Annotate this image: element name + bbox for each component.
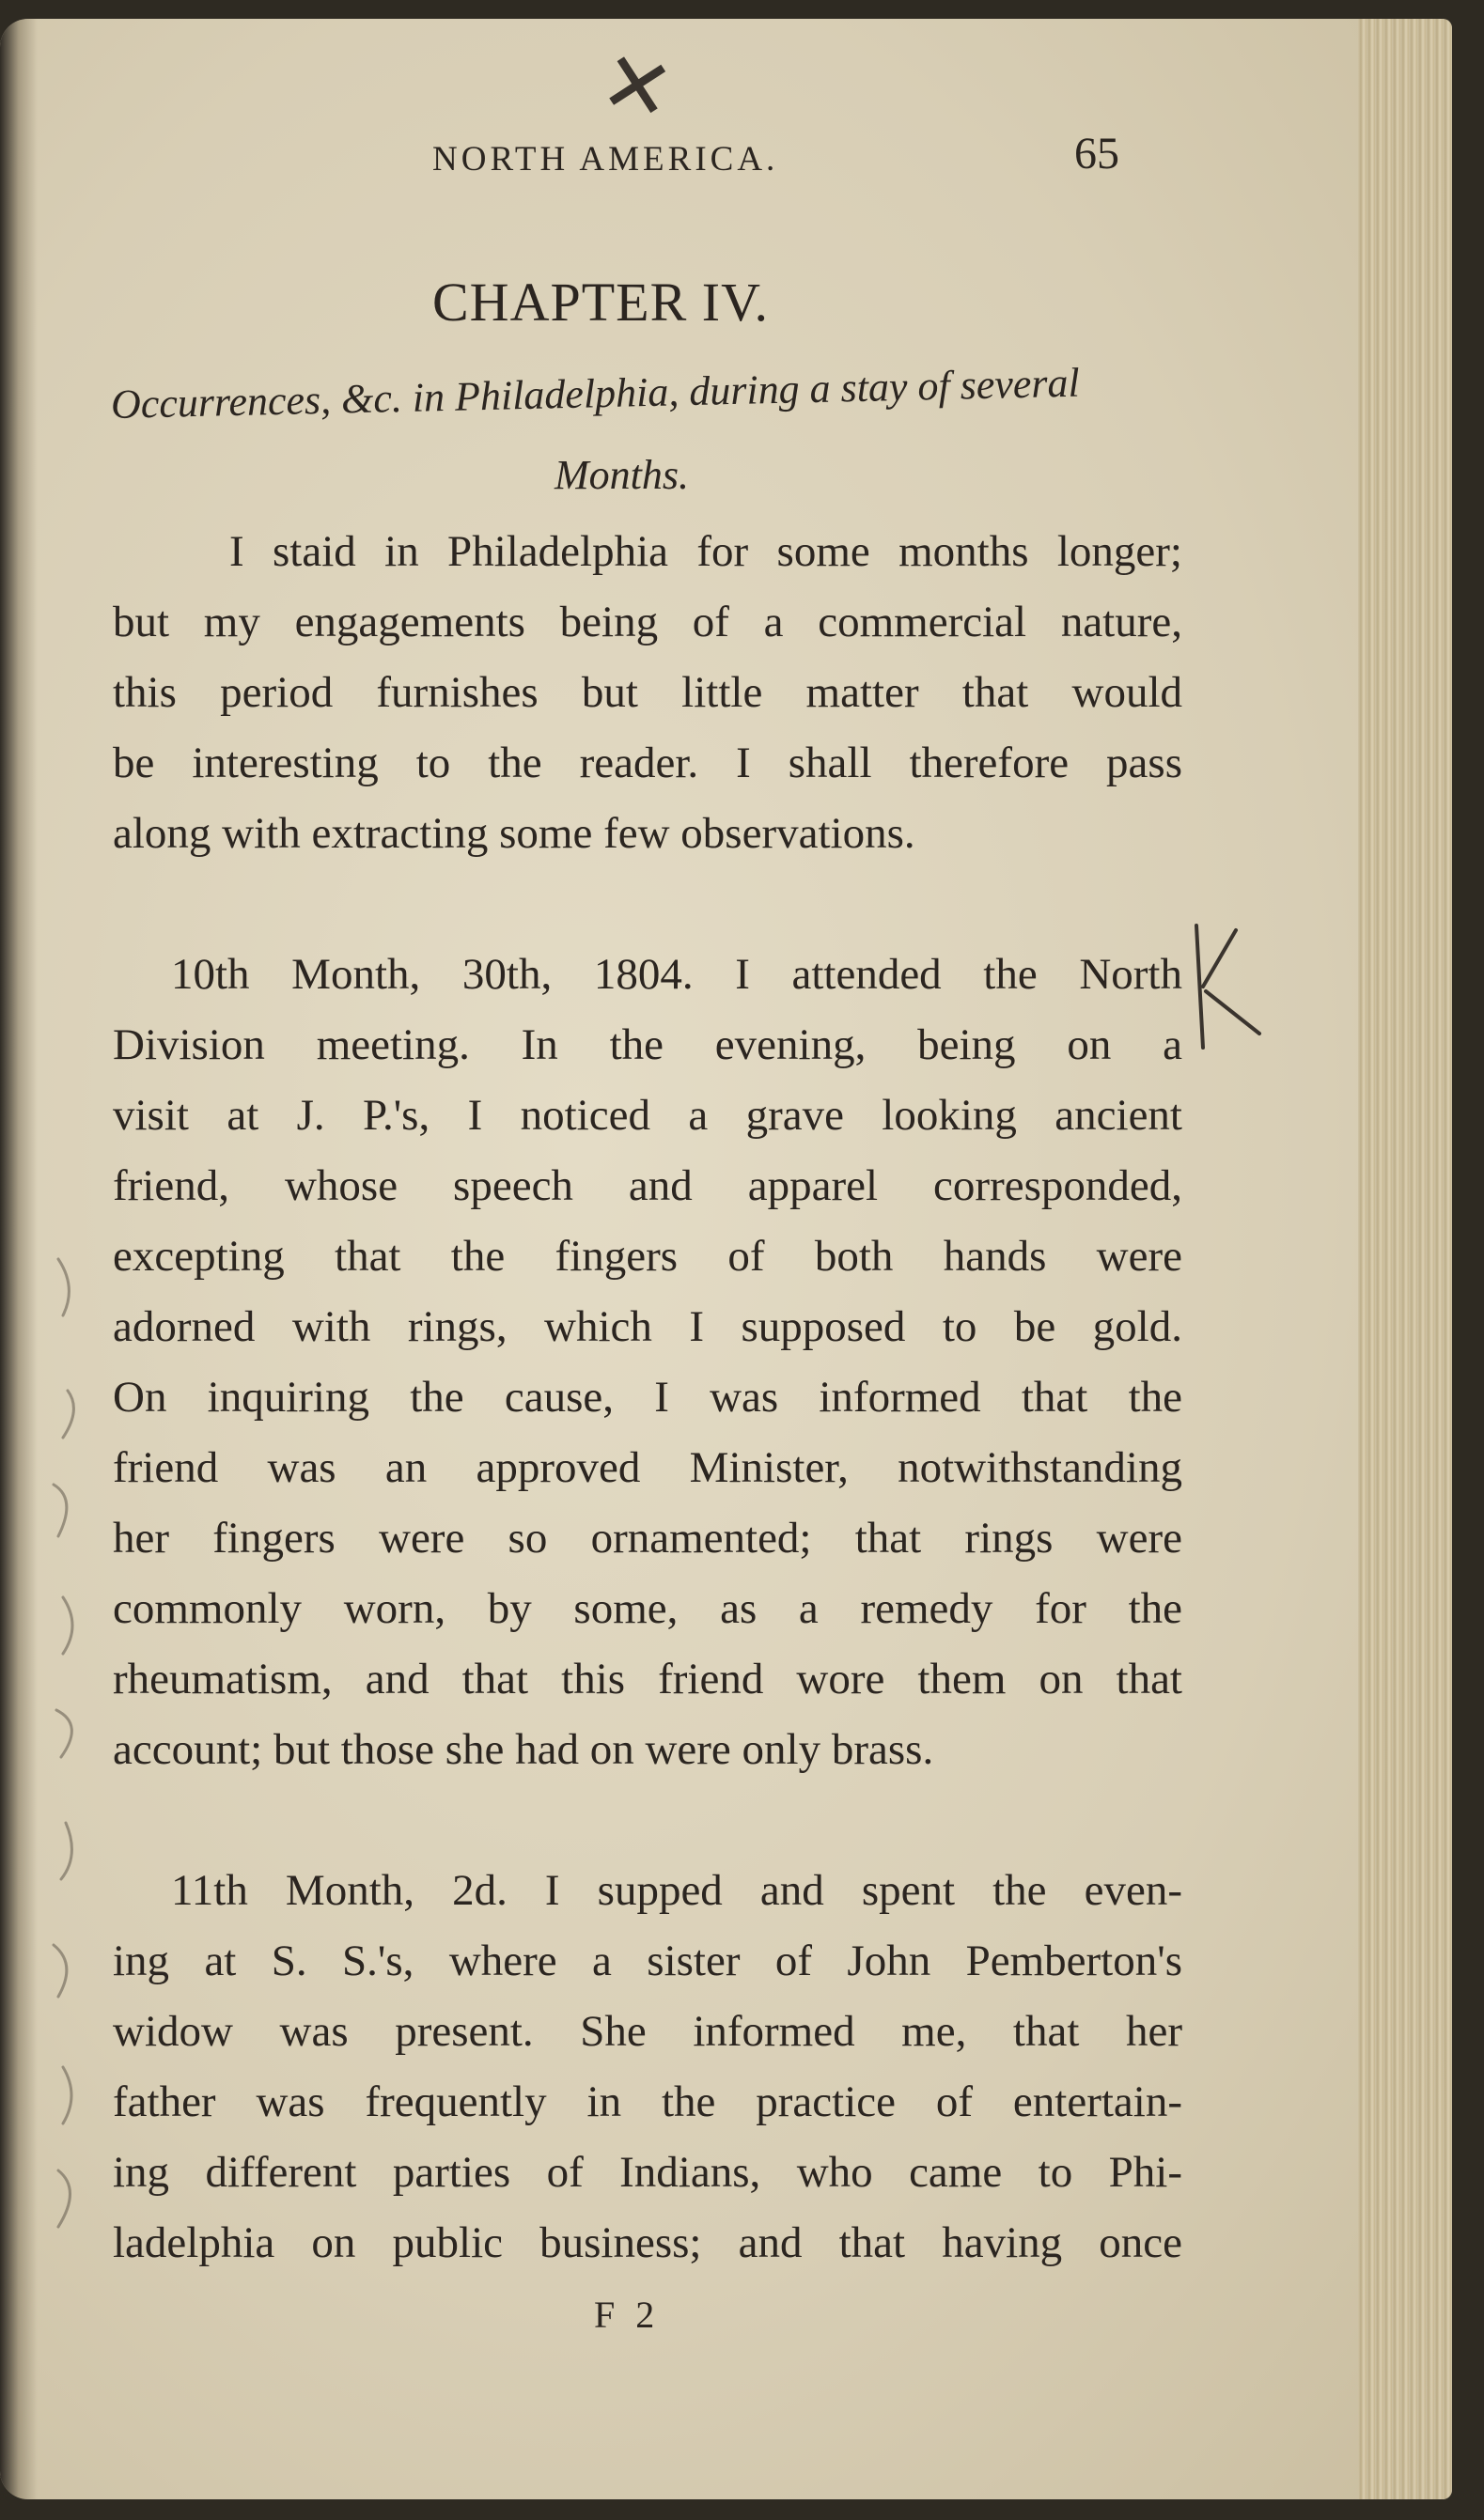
signature-mark: F 2: [594, 2294, 661, 2336]
body-line: this period furnishes but little matter that would: [113, 668, 1182, 717]
body-line: I staid in Philadelphia for some months longer;: [229, 527, 1182, 576]
body-line: excepting that the fingers of both hands were: [113, 1232, 1182, 1281]
body-line: visit at J. P.'s, I noticed a grave looking ancient: [113, 1091, 1182, 1140]
body-line: On inquiring the cause, I was informed that the: [113, 1373, 1182, 1422]
chapter-subtitle-line-2: Months.: [555, 452, 689, 498]
body-line: account; but those she had on were only brass.: [113, 1725, 934, 1774]
body-line: her fingers were so ornamented; that rings were: [113, 1514, 1182, 1563]
body-line: rheumatism, and that this friend wore them on that: [113, 1655, 1182, 1703]
book-page: [0, 19, 1452, 2499]
page-edge: [1358, 19, 1452, 2499]
body-line: commonly worn, by some, as a remedy for the: [113, 1584, 1182, 1633]
body-line: friend was an approved Minister, notwithstanding: [113, 1443, 1182, 1492]
body-line: along with extracting some few observations.: [113, 809, 915, 858]
chapter-subtitle-line-1: Occurrences, &c. in Philadelphia, during a stay of several: [110, 359, 1081, 428]
margin-pencil-annotation: [39, 1240, 105, 2255]
body-line: but my engagements being of a commercial nature,: [113, 598, 1182, 646]
body-line: adorned with rings, which I supposed to be gold.: [113, 1302, 1182, 1351]
body-line: friend, whose speech and apparel corresponded,: [113, 1161, 1182, 1210]
body-line: ladelphia on public business; and that having once: [113, 2218, 1182, 2267]
running-head: NORTH AMERICA.: [432, 140, 779, 179]
body-line: Division meeting. In the evening, being on a: [113, 1020, 1182, 1069]
body-line: ing at S. S.'s, where a sister of John Pemberton's: [113, 1937, 1182, 1985]
page-number: 65: [1074, 129, 1119, 179]
chapter-title: CHAPTER IV.: [432, 272, 769, 333]
pencil-x-mark: ✕: [591, 31, 682, 143]
body-line: be interesting to the reader. I shall therefore pass: [113, 739, 1182, 787]
body-line: widow was present. She informed me, that her: [113, 2007, 1182, 2056]
body-line: father was frequently in the practice of entertain-: [113, 2077, 1182, 2126]
body-line: 11th Month, 2d. I supped and spent the even-: [171, 1866, 1182, 1915]
body-line: ing different parties of Indians, who came to Phi-: [113, 2148, 1182, 2197]
margin-pencil-mark: [1179, 921, 1273, 1052]
body-line: 10th Month, 30th, 1804. I attended the North: [171, 950, 1182, 999]
